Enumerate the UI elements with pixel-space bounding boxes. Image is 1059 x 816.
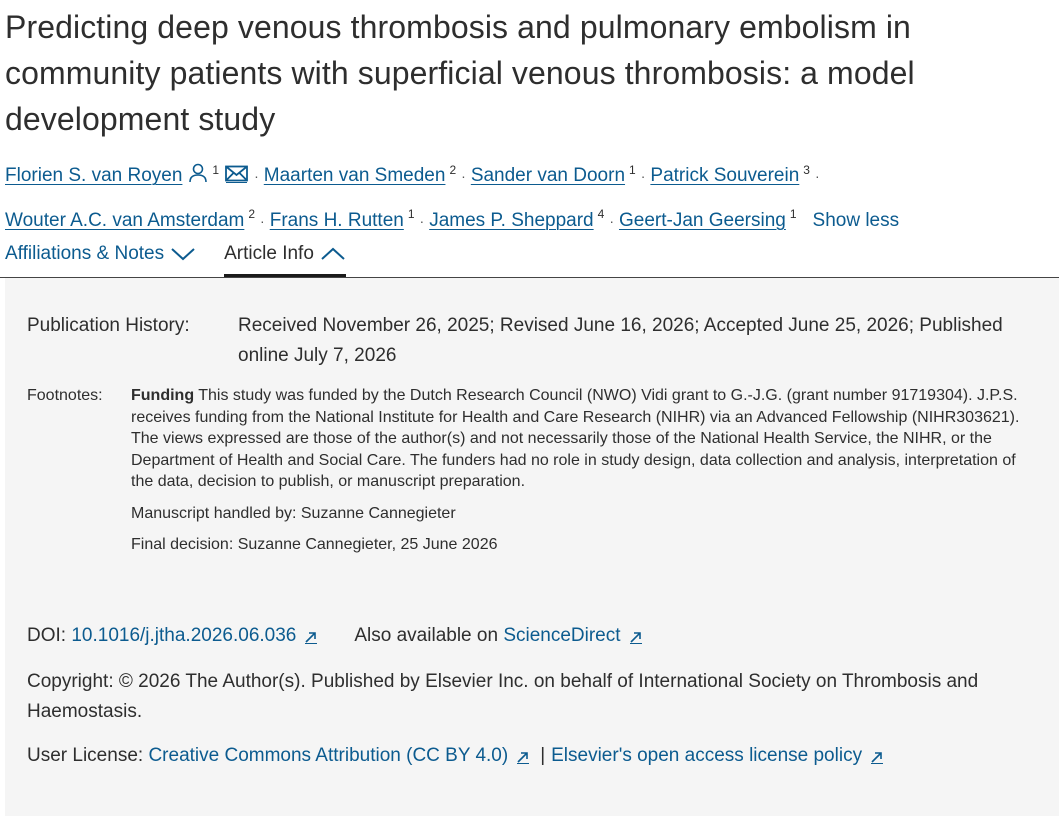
author-separator: · xyxy=(814,168,820,185)
doi-link[interactable] xyxy=(71,622,318,653)
copyright-notice: Copyright: © 2026 The Author(s). Published by Elsevier Inc. on behalf of International Society on Thrombosis and Haemostasis. xyxy=(27,671,979,722)
author-link[interactable]: James P. Sheppard xyxy=(429,209,594,231)
license-row xyxy=(27,742,884,773)
history-value: Received November 26, 2025; Revised June 16, 2026; Accepted June 25, 2026; Published online July 7, 2026 xyxy=(238,315,1003,366)
external-link-icon xyxy=(629,625,643,653)
author-separator: · xyxy=(461,168,466,185)
affiliation-number: 1 xyxy=(212,163,220,177)
person-icon[interactable] xyxy=(188,160,208,196)
license-separator: | xyxy=(540,745,546,766)
author-item xyxy=(5,165,264,186)
doi-label: DOI: xyxy=(27,625,67,646)
author-separator: · xyxy=(419,212,425,229)
tab-article-info[interactable] xyxy=(224,238,346,278)
license-policy-link[interactable] xyxy=(551,745,884,766)
show-less-button[interactable]: Show less xyxy=(812,209,900,231)
tab-affiliations[interactable] xyxy=(5,238,196,278)
article-tabs xyxy=(5,238,346,278)
license-label: User License: xyxy=(27,745,144,766)
author-item xyxy=(618,207,797,231)
external-link-icon xyxy=(304,625,318,653)
license-policy-label: Elsevier's open access license policy xyxy=(551,745,863,766)
author-separator: · xyxy=(609,212,614,229)
doi-value: 10.1016/j.jtha.2026.06.036 xyxy=(71,625,297,646)
affiliation-number: 1 xyxy=(629,163,636,177)
author-item xyxy=(429,207,619,231)
tab-label: Affiliations & Notes xyxy=(5,243,165,264)
final-decision: Final decision: Suzanne Cannegieter, 25 June 2026 xyxy=(131,536,498,553)
author-item xyxy=(471,165,651,186)
affiliation-number: 1 xyxy=(789,207,797,222)
author-link[interactable]: Geert-Jan Geersing xyxy=(618,209,786,231)
author-link[interactable]: Florien S. van Royen xyxy=(5,165,183,187)
cc-license-link[interactable] xyxy=(148,745,530,766)
external-link-icon xyxy=(516,745,530,773)
author-separator: · xyxy=(260,212,265,229)
author-list xyxy=(5,152,1055,239)
affiliation-number: 2 xyxy=(449,163,457,177)
author-link[interactable]: Maarten van Smeden xyxy=(263,165,446,187)
affiliation-number: 2 xyxy=(248,207,256,222)
doi-row xyxy=(27,622,643,653)
author-separator: · xyxy=(254,168,259,185)
funding-text: This study was funded by the Dutch Research Council (NWO) Vidi grant to G.-J.G. (grant number 91719304). J.P.S. receives funding from the National Institute for Health and Care Research (NIHR) via an Advanced Fellowship (NIHR303621). The views expressed are those of the author(s) and not necessarily those of the National Health Service, the NIHR, or the Department of Health and Social Care. The funders had no role in study design, data collection and analysis, interpretation of the data, decision to publish, or manuscript preparation. xyxy=(131,387,1020,490)
author-link[interactable]: Sander van Doorn xyxy=(470,165,626,187)
sciencedirect-link[interactable] xyxy=(503,622,642,653)
article-info-panel xyxy=(5,278,1059,816)
history-label: Publication History: xyxy=(27,315,190,336)
external-link-icon xyxy=(870,745,884,773)
publication-history xyxy=(27,311,1018,371)
affiliation-number: 3 xyxy=(803,163,810,177)
footnotes-body xyxy=(131,385,1041,556)
affiliation-number: 1 xyxy=(407,207,415,222)
author-link[interactable]: Wouter A.C. van Amsterdam xyxy=(5,209,245,231)
author-separator: · xyxy=(640,168,646,185)
cc-license-label: Creative Commons Attribution (CC BY 4.0) xyxy=(148,745,509,766)
funding-heading: Funding xyxy=(131,387,195,404)
tab-label: Article Info xyxy=(224,243,314,264)
chevron-up-icon xyxy=(320,246,346,262)
author-item xyxy=(269,207,429,231)
author-link[interactable]: Patrick Souverein xyxy=(650,165,800,187)
sciencedirect-label: ScienceDirect xyxy=(503,625,621,646)
author-item xyxy=(650,165,824,186)
author-item xyxy=(5,207,270,231)
mail-icon[interactable] xyxy=(225,160,249,196)
affiliation-number: 4 xyxy=(597,207,605,222)
footnotes-label: Footnotes: xyxy=(27,387,103,404)
footnotes xyxy=(27,385,1041,556)
also-available-label: Also available on xyxy=(354,625,499,646)
article-title: Predicting deep venous thrombosis and pulmonary embolism in community patients with superficial venous thrombosis: a model development study xyxy=(5,9,915,137)
funding-paragraph xyxy=(131,385,1041,493)
author-link[interactable]: Frans H. Rutten xyxy=(269,209,404,231)
handled-by: Manuscript handled by: Suzanne Cannegieter xyxy=(131,504,456,522)
author-item xyxy=(264,165,471,186)
chevron-down-icon xyxy=(170,246,196,262)
